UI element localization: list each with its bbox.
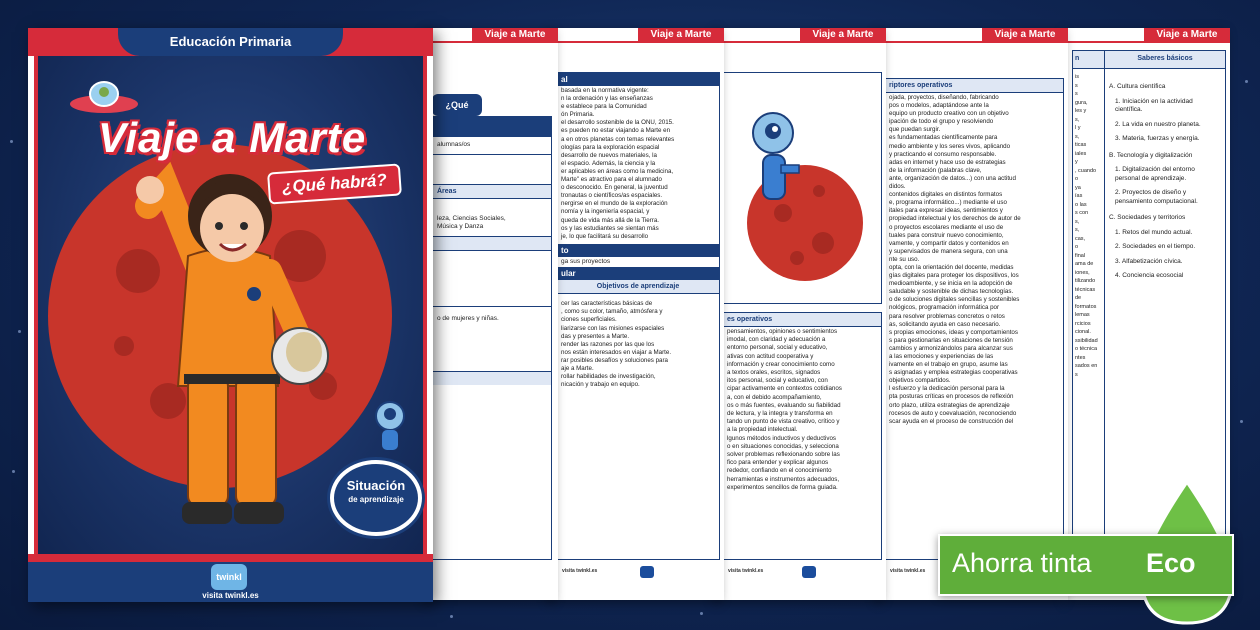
paragraph-line: queda de vida más allá de la Tierra. xyxy=(561,216,660,224)
paragraph-line: experimentos sencillos de forma guiada. xyxy=(727,483,838,491)
justificacion-frame xyxy=(556,72,720,560)
paragraph-line: a, con el debido acompañamiento, xyxy=(727,393,822,401)
objective-line: das y presentes a Marte. xyxy=(561,332,630,340)
paragraph-line: de lectura, y la integra y transforma en xyxy=(727,410,833,418)
objective-line: cer las características básicas de xyxy=(561,300,653,308)
page-header-tag: Viaje a Marte xyxy=(472,28,558,42)
paragraph-line: o desconocido. En general, la juventud xyxy=(561,184,668,192)
criterio-fragment: técnicas xyxy=(1075,286,1096,293)
cover-footer xyxy=(28,562,433,602)
objective-line: nos están interesados en viajar a Marte. xyxy=(561,348,672,356)
paragraph-line: tando un punto de vista creativo, crítico y xyxy=(727,418,840,426)
paragraph-line: lgunos métodos inductivos y deductivos xyxy=(727,434,837,442)
paragraph-line: información y crear conocimiento como xyxy=(727,360,835,368)
saberes-item: 2. Proyectos de diseño y pensamiento computacional. xyxy=(1115,189,1198,205)
criterio-fragment: s, xyxy=(1075,227,1080,233)
eco-label: Ahorra tinta xyxy=(952,548,1092,578)
education-level: Educación Primaria xyxy=(118,28,343,56)
paragraph-line: a textos orales, escritos, signados xyxy=(727,369,821,377)
objective-line: rollar habilidades de investigación, xyxy=(561,373,656,381)
page-header-tag: Viaje a Marte xyxy=(1144,28,1230,42)
saberes-item: 1. Digitalización del entorno personal de aprendizaje. xyxy=(1115,166,1195,182)
paragraph-line: cipar activamente en contextos cotidianos xyxy=(727,385,842,393)
criterio-fragment: tilizando xyxy=(1075,278,1096,284)
paragraph-line: que puedan surgir. xyxy=(889,126,941,134)
paragraph-line: ojada, proyectos, diseñando, fabricando xyxy=(889,94,999,101)
paragraph-line: pensamientos, opiniones o sentimientos xyxy=(727,328,838,335)
paragraph-line: a en otros planetas con temas relevantes xyxy=(561,135,675,143)
situacion-badge xyxy=(330,460,422,536)
paragraph-line: solver problemas reflexionando sobre las xyxy=(727,451,840,459)
section-heading-2: to xyxy=(557,244,719,257)
criterio-fragment: is xyxy=(1075,74,1079,80)
paragraph-line: nergirse en el mundo de la exploración xyxy=(561,200,668,208)
eco-word: Eco xyxy=(1146,548,1196,578)
website-link[interactable]: visita twinkl.es xyxy=(202,591,259,600)
paragraph-line: ologías para la exploración espacial xyxy=(561,143,660,151)
criterio-fragment: s, xyxy=(1075,218,1080,225)
saberes-group-title: B. Tecnología y digitalización xyxy=(1109,151,1193,159)
paragraph-line: objetivos compartidos. xyxy=(889,377,951,385)
descriptores-frame xyxy=(884,78,1064,560)
twinkl-logo[interactable]: twinkl xyxy=(211,564,247,590)
criterio-fragment: sados en xyxy=(1075,363,1098,369)
criterio-fragment: les y xyxy=(1075,108,1087,114)
paragraph-line: itales para expresar ideas, sentimientos y xyxy=(889,207,1003,215)
paragraph-line: propiedad intelectual y los derechos de autor de xyxy=(889,215,1021,223)
paragraph-line: rededor, confiando en el conocimiento xyxy=(727,467,832,475)
objective-line: render las razones por las que los xyxy=(561,340,655,348)
paragraph-line: herramientas e instrumentos adecuados, xyxy=(727,475,840,483)
criterio-fragment: lemas xyxy=(1075,312,1090,318)
paragraph-line: medio ambiente y los seres vivos, aplicando xyxy=(889,142,1011,150)
criterio-fragment: final xyxy=(1075,252,1086,259)
criterio-fragment: iones, xyxy=(1075,269,1090,276)
paragraph-line: medioambiente, y se inicia en la adopción de xyxy=(889,280,1013,288)
criterio-fragment: s, xyxy=(1075,116,1080,123)
paragraph-line: ante, organización de datos...) con una actitud xyxy=(889,174,1016,182)
criterio-fragment: ama de xyxy=(1075,261,1094,267)
cover-title: Viaje a Marte xyxy=(98,114,367,161)
footer-website: visita twinkl.es xyxy=(890,568,926,574)
criterio-fragment: s con xyxy=(1075,210,1089,216)
paragraph-line: os y las estudiantes se sientan más xyxy=(561,224,659,232)
objective-line: ciones superficiales. xyxy=(561,316,617,324)
paragraph-line: s propias emociones, ideas y comportamientos xyxy=(889,328,1018,336)
paragraph-line: scar ayuda en el proceso de construcción del xyxy=(889,417,1014,425)
cover-page xyxy=(28,28,433,602)
saberes-item: 1. Iniciación en la actividad científica. xyxy=(1115,97,1193,113)
ufo-icon xyxy=(70,82,138,113)
col-header-criterios: n xyxy=(1073,51,1105,68)
paragraph-line: a las emociones y experiencias de las xyxy=(889,353,994,360)
operativos-text xyxy=(723,327,881,493)
paragraph-line: tuales para construir nuevo conocimiento, xyxy=(889,231,1004,239)
criterio-fragment: o las xyxy=(1075,201,1087,208)
paragraph-line: er aplicables en áreas como la medicina, xyxy=(561,167,674,175)
criterio-fragment: ticas xyxy=(1075,142,1087,148)
twinkl-logo-icon xyxy=(640,566,654,578)
section-heading: al xyxy=(557,73,719,86)
paragraph-line: adas en internet y hace uso de estrategias xyxy=(889,158,1006,166)
paragraph-line: gías digitales para proteger los dispositivos, los xyxy=(889,272,1019,280)
section-heading: riptores operativos xyxy=(885,79,1063,93)
footer-website: visita twinkl.es xyxy=(562,568,598,574)
criterios-column xyxy=(1073,69,1105,587)
paragraph-line: equipo un producto creativo con un objetivo xyxy=(889,110,1009,118)
paragraph-line: s para gestionarlas en situaciones de tensión xyxy=(889,336,1013,344)
paragraph-line: rocesos de auto y coevaluación, reconociendo xyxy=(889,409,1017,417)
objective-line: nicación y trabajo en equipo. xyxy=(561,381,640,389)
paragraph-line: a la propiedad intelectual. xyxy=(727,426,798,434)
saberes-group-title: C. Sociedades y territorios xyxy=(1109,214,1186,221)
criterio-fragment: ssibilidad xyxy=(1075,337,1098,344)
col-header-saberes: Saberes básicos xyxy=(1137,55,1193,62)
page-header-tag: Viaje a Marte xyxy=(638,28,724,42)
areas-header: Áreas xyxy=(433,185,551,199)
paragraph-line: e, programa informático...) mediante el uso xyxy=(889,199,1007,207)
paragraph-line: saludable y sostenible de dichas tecnologías. xyxy=(889,288,1014,296)
robot-on-mars-illustration xyxy=(723,73,883,303)
badge-line-1: Situación xyxy=(346,478,406,493)
paragraph-line: os o más fuentes, evaluando su fiabilidad xyxy=(727,401,841,409)
paragraph-line: y supervisados de manera segura, con una xyxy=(889,247,1008,255)
operativos-frame xyxy=(722,312,882,560)
saberes-item: 3. Materia, fuerzas y energía. xyxy=(1115,135,1200,142)
paragraph-line: ón Primaria. xyxy=(561,111,595,119)
criterio-fragment: s xyxy=(1075,371,1078,378)
twinkl-logo-icon xyxy=(802,566,816,578)
page-datos xyxy=(428,28,558,600)
page-header-tag: Viaje a Marte xyxy=(800,28,886,42)
paragraph-line: e establece para la Comunidad xyxy=(561,103,647,111)
areas-line-1: leza, Ciencias Sociales, xyxy=(437,214,506,222)
paragraph-line: entorno personal, social y educativo, xyxy=(727,344,828,352)
paragraph-line: pos o modelos, adaptándose ante la xyxy=(889,102,989,110)
paragraph-line: didos. xyxy=(889,183,906,191)
saberes-item: 2. Sociedades en el tiempo. xyxy=(1115,243,1196,250)
page-footer xyxy=(562,568,714,578)
criterio-fragment: cional. xyxy=(1075,329,1091,335)
criterio-fragment: cas, xyxy=(1075,235,1086,242)
paragraph-line: tronautas o científicos/as espaciales. xyxy=(561,192,663,200)
page-competencias xyxy=(718,28,886,600)
criterio-fragment: l y xyxy=(1075,125,1081,131)
areas-line-2: Música y Danza xyxy=(437,223,484,230)
mujeres-row: o de mujeres y niñas. xyxy=(437,314,499,322)
paragraph-line: imodal, con claridad y adecuación a xyxy=(727,336,826,344)
paragraph-line: de la información (palabras clave, xyxy=(889,166,982,174)
saberes-item: 3. Alfabetización cívica. xyxy=(1115,257,1183,265)
criterio-fragment: s, xyxy=(1075,133,1080,140)
alumnado-row: alumnas/os xyxy=(433,137,551,155)
criterio-fragment: o técnica xyxy=(1075,346,1098,352)
objectives-text xyxy=(557,294,719,390)
paragraph-line: ativas con actitud cooperativa y xyxy=(727,352,814,360)
paragraph-line: pta posturas críticas en procesos de reflexión xyxy=(889,393,1014,401)
criterio-fragment: iales xyxy=(1075,150,1087,157)
justificacion-text xyxy=(557,86,719,242)
paragraph-line: nológicos, programación informática por xyxy=(889,304,1000,312)
paragraph-line: vamente, y compartir datos y contenidos en xyxy=(889,239,1009,247)
paragraph-line: o de soluciones digitales sencillas y sostenibles xyxy=(889,296,1020,304)
paragraph-line: basada en la normativa vigente: xyxy=(561,87,649,94)
saberes-group-title: A. Cultura científica xyxy=(1109,83,1166,90)
paragraph-line: o proyectos escolares mediante el uso de xyxy=(889,223,1004,231)
paragraph-line: y practicando el consumo responsable. xyxy=(889,150,997,158)
paragraph-line: opta, con la orientación del docente, medidas xyxy=(889,263,1014,271)
paragraph-line: ivamente en el trabajo en grupo, asume las xyxy=(889,361,1008,369)
paragraph-line: l esfuerzo y la dedicación personal para la xyxy=(889,385,1005,393)
paragraph-line: desarrollo de nuevos materiales, la xyxy=(561,151,657,159)
section-text: ga sus proyectos xyxy=(561,257,611,265)
criterio-fragment: rcicios xyxy=(1075,320,1091,327)
objective-line: liarizarse con las misiones espaciales xyxy=(561,324,665,332)
paragraph-line: contenidos digitales en distintos formatos xyxy=(889,191,1003,199)
paragraph-line: nte su uso. xyxy=(889,255,920,263)
objective-line: , como su color, tamaño, atmósfera y xyxy=(561,308,663,316)
paragraph-line: itos personal, social y educativo, con xyxy=(727,377,828,385)
descriptores-text xyxy=(885,93,1063,427)
saberes-item: 2. La vida en nuestro planeta. xyxy=(1115,120,1201,128)
paragraph-line: as, solicitando ayuda en caso necesario. xyxy=(889,320,1001,328)
objective-line: aje a Marte. xyxy=(561,365,594,373)
paragraph-line: es fundamentadas científicamente para xyxy=(889,134,998,142)
criterio-fragment: de xyxy=(1075,295,1082,301)
criterio-fragment: ya xyxy=(1075,184,1081,191)
footer-website: visita twinkl.es xyxy=(728,568,764,574)
badge-line-2: de aprendizaje xyxy=(348,495,404,504)
paragraph-line: es pueden no estar viajando a Marte en xyxy=(561,127,671,135)
page-justificacion xyxy=(552,28,724,600)
criterio-fragment: ías xyxy=(1075,193,1083,199)
saberes-item: 1. Retos del mundo actual. xyxy=(1115,228,1193,236)
page-header-tag: Viaje a Marte xyxy=(982,28,1068,42)
paragraph-line: n la ordenación y las enseñanzas xyxy=(561,95,653,103)
criterio-fragment: formatos xyxy=(1075,303,1097,310)
paragraph-line: o en situaciones conocidas, y selecciona xyxy=(727,442,839,450)
paragraph-line: para resolver problemas concretos o retos xyxy=(889,312,1005,320)
datos-table xyxy=(432,116,552,560)
criterio-fragment: s xyxy=(1075,82,1078,89)
criterio-fragment: ntes xyxy=(1075,354,1086,361)
paragraph-line: nomía y la ingeniería espacial, y xyxy=(561,208,650,216)
criterio-fragment: s xyxy=(1075,91,1078,97)
section-heading: es operativos xyxy=(723,313,881,327)
page-footer xyxy=(728,568,876,578)
objectives-header: Objetivos de aprendizaje xyxy=(557,280,719,294)
paragraph-line: s asignadas y emplea estrategias cooperativas xyxy=(889,369,1018,377)
illustration-frame xyxy=(722,72,882,304)
paragraph-line: ipación de todo el grupo y resolviendo xyxy=(889,118,994,126)
paragraph-line: cambios y armonizándolos para alcanzar sus xyxy=(889,344,1013,352)
cover-subtitle: ¿Qué habrá? xyxy=(267,163,402,204)
section-heading-3: ular xyxy=(557,267,719,280)
paragraph-line: fico para entender y explicar algunos xyxy=(727,459,829,467)
criterio-fragment: gura, xyxy=(1075,99,1088,106)
criterio-fragment: o xyxy=(1075,176,1079,182)
saberes-item: 4. Conciencia ecosocial xyxy=(1115,272,1184,279)
paragraph-line: el espacio. Además, la ciencia y la xyxy=(561,159,656,167)
paragraph-line: je, lo que facilitará su desarrollo xyxy=(561,232,649,240)
criterio-fragment: y xyxy=(1075,159,1078,165)
objective-line: rar posibles desafíos y soluciones para xyxy=(561,356,668,364)
paragraph-line: Marte" es atractivo para el alumnado xyxy=(561,176,662,184)
criterio-fragment: o xyxy=(1075,244,1079,250)
small-robot-icon xyxy=(376,402,404,450)
paragraph-line: orto plazo, utiliza estrategias de aprendizaje xyxy=(889,401,1010,409)
page-descriptores xyxy=(880,28,1068,600)
criterio-fragment: , cuando xyxy=(1075,167,1097,174)
eco-ink-saving-button[interactable] xyxy=(938,534,1234,596)
paragraph-line: el desarrollo sostenible de la ONU, 2015. xyxy=(561,119,674,127)
subtitle-pill: ¿Qué xyxy=(432,94,482,116)
